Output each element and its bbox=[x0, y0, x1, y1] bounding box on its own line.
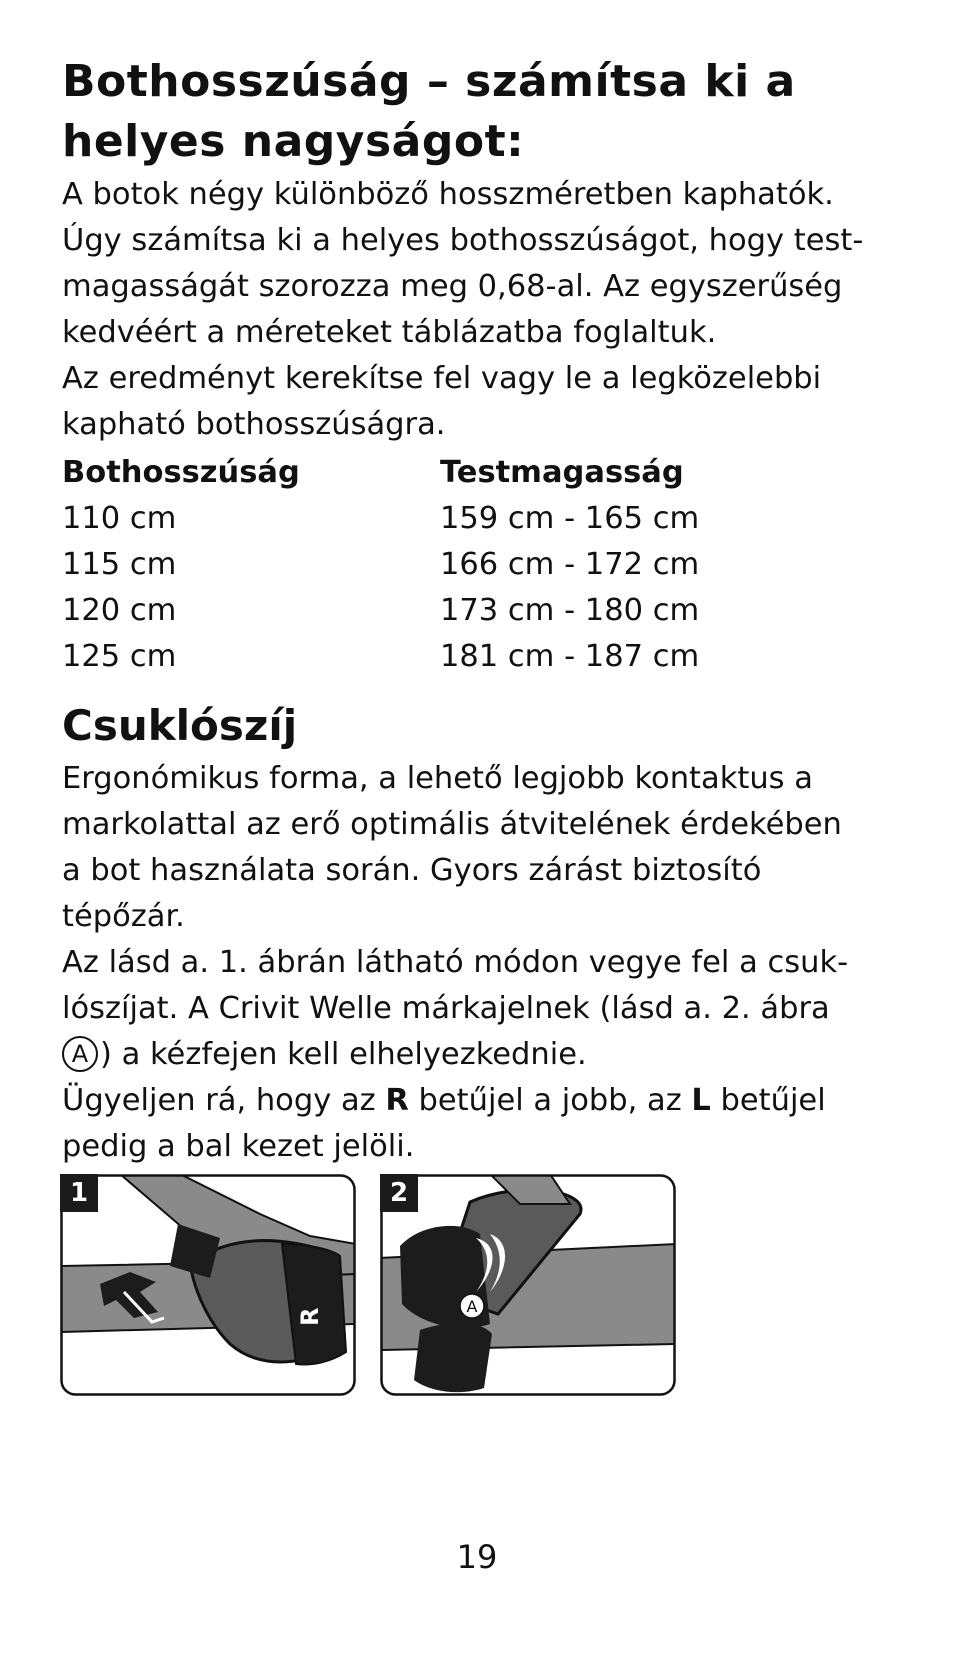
intro-line: Az eredményt kerekítse fel vagy le a legközelebbi bbox=[62, 361, 822, 396]
section-heading-wrist-strap: Csuklószíj bbox=[62, 701, 298, 750]
strap-text: betűjel bbox=[710, 1083, 826, 1118]
strap-text: betűjel a jobb, az bbox=[408, 1083, 692, 1118]
letter-r: R bbox=[385, 1083, 409, 1118]
cell-length: 120 cm bbox=[62, 593, 177, 628]
heading-line: helyes nagyságot: bbox=[62, 116, 525, 167]
strap-line: pedig a bal kezet jelöli. bbox=[62, 1129, 415, 1164]
table-row bbox=[62, 542, 892, 588]
strap-text: Ügyeljen rá, hogy az bbox=[62, 1083, 386, 1118]
strap-letter-r: R bbox=[296, 1307, 324, 1326]
intro-line: magasságát szorozza meg 0,68-al. Az egyszerűség bbox=[62, 269, 843, 304]
cell-length: 115 cm bbox=[62, 547, 177, 582]
page-content bbox=[62, 52, 892, 1170]
section-heading-pole-length bbox=[62, 52, 892, 172]
circled-marker: A bbox=[62, 1036, 98, 1072]
strap-text: ) a kézfejen kell elhelyezkednie. bbox=[100, 1037, 587, 1072]
size-table bbox=[62, 450, 892, 680]
column-header-height: Testmagasság bbox=[440, 455, 684, 490]
cell-length: 125 cm bbox=[62, 639, 177, 674]
letter-l: L bbox=[691, 1083, 711, 1118]
table-row bbox=[62, 634, 892, 680]
cell-height: 181 cm - 187 cm bbox=[440, 639, 700, 674]
strap-line bbox=[62, 1032, 892, 1078]
hand-strap-illustration-1 bbox=[60, 1174, 356, 1396]
intro-line: kedvéért a méreteket táblázatba foglaltuk. bbox=[62, 315, 717, 350]
cell-height: 159 cm - 165 cm bbox=[440, 501, 700, 536]
strap-line: a bot használata során. Gyors zárást biztosító bbox=[62, 853, 762, 888]
table-row bbox=[62, 496, 892, 542]
strap-line: lószíjat. A Crivit Welle márkajelnek (lásd a. 2. ábra bbox=[62, 991, 830, 1026]
figure-2-label: 2 bbox=[380, 1174, 418, 1212]
figure-1 bbox=[60, 1174, 356, 1396]
figures bbox=[60, 1174, 680, 1400]
cell-length: 110 cm bbox=[62, 501, 177, 536]
strap-line: markolattal az erő optimális átvitelének érdekében bbox=[62, 807, 842, 842]
hand-strap-illustration-2 bbox=[380, 1174, 676, 1396]
table-row bbox=[62, 588, 892, 634]
cell-height: 166 cm - 172 cm bbox=[440, 547, 700, 582]
intro-line: kapható bothosszúságra. bbox=[62, 407, 446, 442]
heading-line: Bothosszúság – számítsa ki a bbox=[62, 56, 796, 107]
strap-line: Az lásd a. 1. ábrán látható módon vegye fel a csuk- bbox=[62, 945, 849, 980]
intro-line: A botok négy különböző hosszméretben kaphatók. bbox=[62, 177, 834, 212]
table-header-row bbox=[62, 450, 892, 496]
figure-1-label: 1 bbox=[60, 1174, 98, 1212]
intro-line: Úgy számítsa ki a helyes bothosszúságot, hogy test- bbox=[62, 223, 864, 258]
strap-line bbox=[62, 1078, 892, 1124]
figure-marker-a: A bbox=[466, 1297, 478, 1316]
page-number: 19 bbox=[456, 1538, 498, 1576]
strap-line: Ergonómikus forma, a lehető legjobb kontaktus a bbox=[62, 761, 813, 796]
cell-height: 173 cm - 180 cm bbox=[440, 593, 700, 628]
column-header-length: Bothosszúság bbox=[62, 455, 300, 490]
strap-line: tépőzár. bbox=[62, 899, 185, 934]
figure-2 bbox=[380, 1174, 676, 1396]
